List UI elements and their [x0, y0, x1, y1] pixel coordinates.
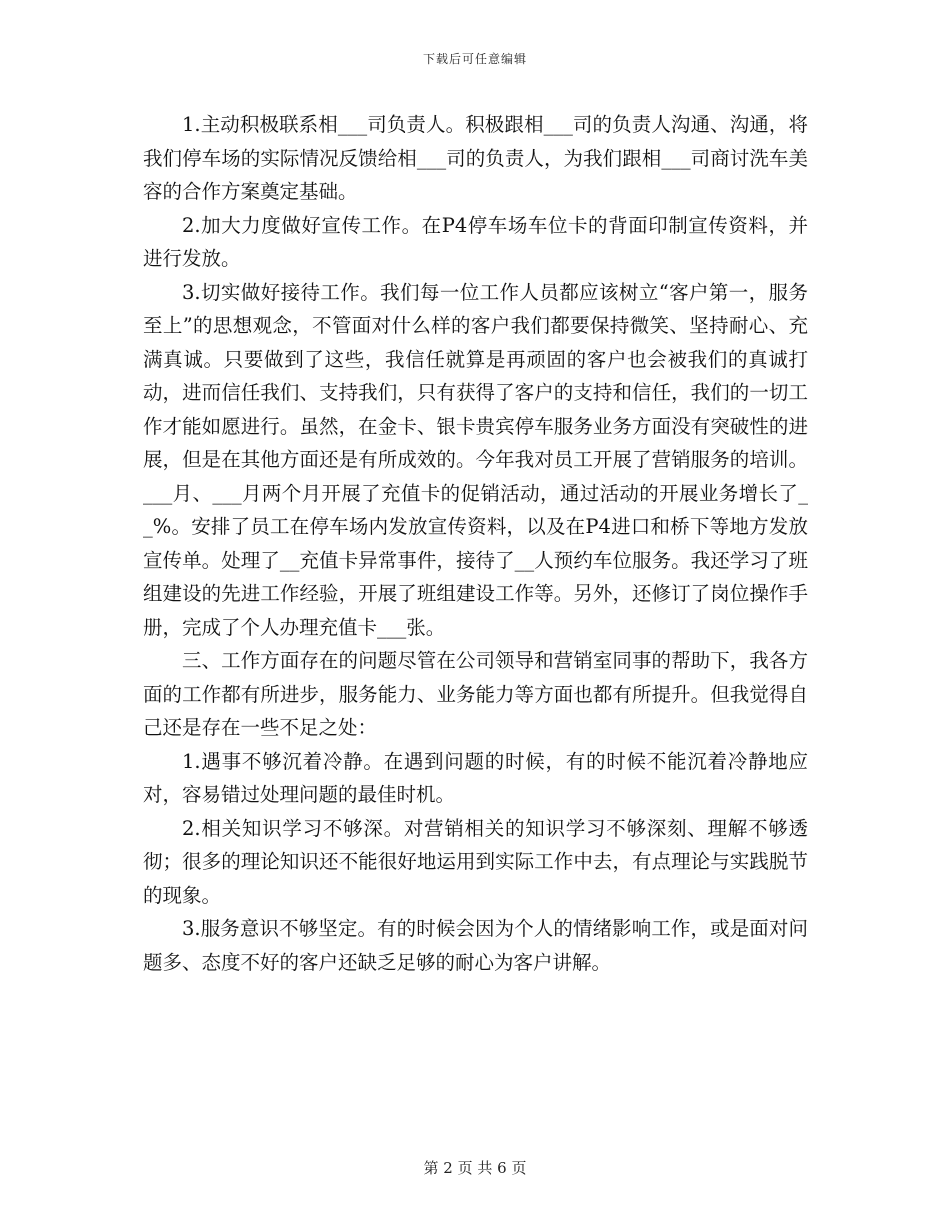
page-number-footer: 第 2 页 共 6 页: [423, 1159, 527, 1177]
page-header: 下载后可任意编辑: [422, 52, 527, 66]
paragraph-service-awareness-issue: 3.服务意识不够坚定。有的时候会因为个人的情绪影响工作，或是面对问题多、态度不好的客户还缺乏足够的耐心为客户讲解。: [143, 917, 808, 974]
paragraph-reception-work: 3.切实做好接待工作。我们每一位工作人员都应该树立“客户第一，服务至上”的思想观念，不管面对什么样的客户我们都要保持微笑、坚持耐心、充满真诚。只要做到了这些，我信任就算是再顽固的客户也会被我们的真诚打动，进而信任我们、支持我们，只有获得了客户的支持和信任，我们的一切工作才能如愿进行。虽然，在金卡、银卡贵宾停车服务业务方面没有突破性的进展，但是在其他方面还是有所成效的。今年我对员工开展了营销服务的培训。___月、___月两个月开展了充值卡的促销活动，通过活动的开展业务增长了__%。安排了员工在停车场内发放宣传资料，以及在P4进口和桥下等地方发放宣传单。处理了__充值卡异常事件，接待了__人预约车位服务。我还学习了班组建设的先进工作经验，开展了班组建设工作等。另外，还修订了岗位操作手册，完成了个人办理充值卡___张。: [143, 280, 808, 639]
document-body: [143, 108, 808, 979]
paragraph-knowledge-issue: 2.相关知识学习不够深。对营销相关的知识学习不够深刻、理解不够透彻；很多的理论知识还不能很好地运用到实际工作中去，有点理论与实践脱节的现象。: [143, 816, 808, 907]
paragraph-problems-heading: 三、工作方面存在的问题尽管在公司领导和营销室同事的帮助下，我各方面的工作都有所进步，服务能力、业务能力等方面也都有所提升。但我觉得自己还是存在一些不足之处：: [143, 649, 808, 739]
paragraph-calmness-issue: 1.遇事不够沉着冷静。在遇到问题的时候，有的时候不能沉着冷静地应对，容易错过处理问题的最佳时机。: [143, 749, 808, 806]
paragraph-publicity-work: 2.加大力度做好宣传工作。在P4停车场车位卡的背面印制宣传资料，并进行发放。: [143, 213, 808, 270]
paragraph-contact-companies: 1.主动积极联系相___司负责人。积极跟相___司的负责人沟通、沟通，将我们停车场的实际情况反馈给相___司的负责人，为我们跟相___司商讨洗车美容的合作方案奠定基础。: [143, 113, 808, 203]
